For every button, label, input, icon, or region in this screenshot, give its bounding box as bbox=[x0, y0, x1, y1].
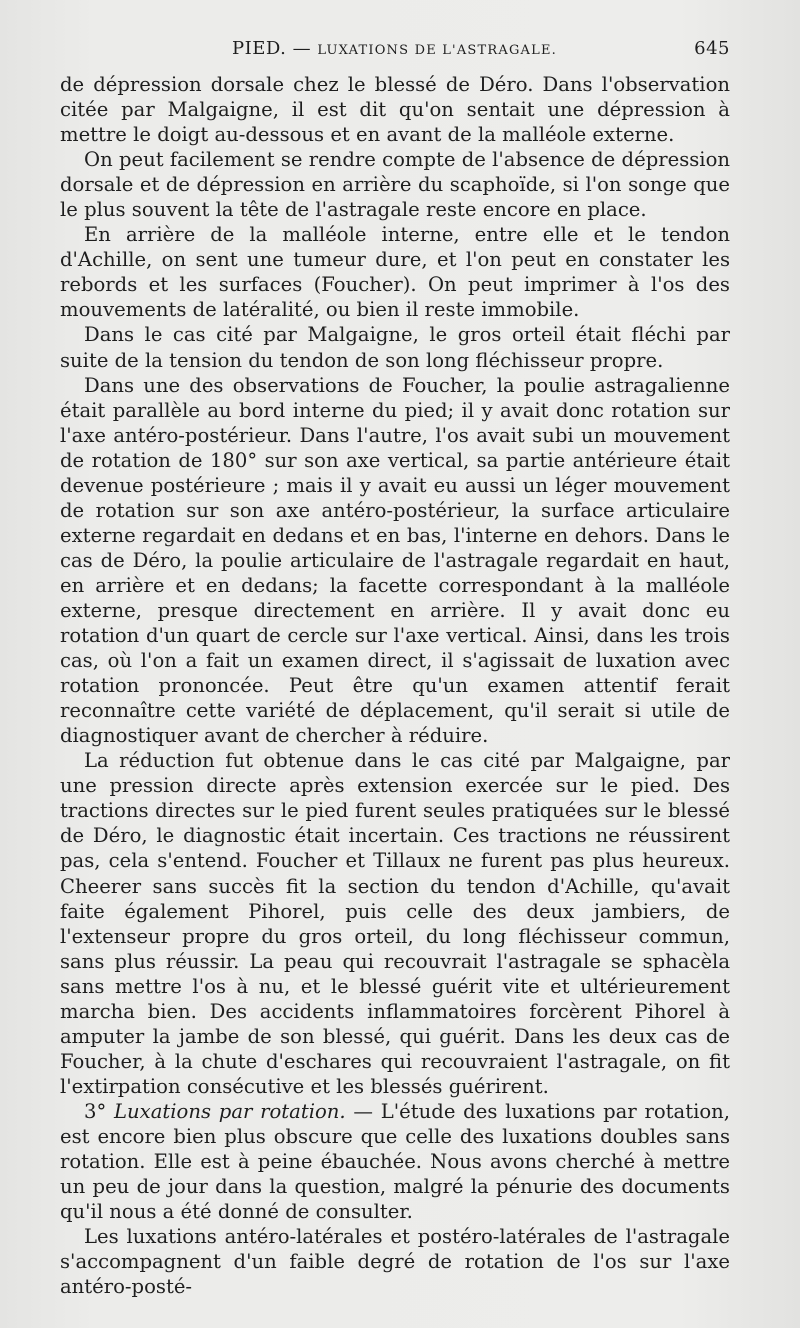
running-title-rest: LUXATIONS DE L'ASTRAGALE. bbox=[317, 43, 557, 58]
page-number: 645 bbox=[694, 38, 730, 59]
section-number: 3° bbox=[84, 1099, 107, 1123]
section-paragraph bbox=[60, 1099, 730, 1224]
paragraph: Dans le cas cité par Malgaigne, le gros orteil était fléchi par suite de la tension du tendon de son long fléchisseur propre. bbox=[60, 323, 730, 372]
section-text: — L'étude des luxations par rotation, est encore bien plus obscure que celle des luxations doubles sans rotation. Elle est à peine ébauchée. Nous avons cherché à mettre un peu de jour dans la question, malgré la pénurie des documents qu'il nous a été donné de consulter. bbox=[60, 1099, 730, 1224]
paragraph: En arrière de la malléole interne, entre elle et le tendon d'Achille, on sent une tumeur dure, et l'on peut en constater les rebords et les surfaces (Foucher). On peut imprimer à l'os des mouvements de latéralité, ou bien il reste immobile. bbox=[60, 223, 730, 322]
section-title: Luxations par rotation. bbox=[114, 1099, 346, 1123]
body-text bbox=[60, 72, 730, 1299]
paragraph: La réduction fut obtenue dans le cas cité par Malgaigne, par une pression directe après extension exercée sur le pied. Des tractions directes sur le pied furent seules pratiquées sur le blessé de Déro, le diagnostic était incertain. Ces tractions ne réussirent pas, cela s'entend. Foucher et Tillaux ne furent pas plus heureux. Cheerer sans succès fit la section du tendon d'Achille, qu'avait faite également Pihorel, puis celle des deux jambiers, de l'extenseur propre du gros orteil, du long fléchisseur commun, sans plus réussir. La peau qui recouvrait l'astragale se sphacèla sans mettre l'os à nu, et le blessé guérit vite et ultérieurement marcha bien. Des accidents inflammatoires forcèrent Pihorel à amputer la jambe de son blessé, qui guérit. Dans les deux cas de Foucher, à la chute d'eschares qui recouvraient l'astragale, on fit l'extirpation consécutive et les blessés guérirent. bbox=[60, 749, 730, 1098]
running-title bbox=[232, 38, 557, 59]
paragraph: On peut facilement se rendre compte de l'absence de dépression dorsale et de dépression en arrière du scaphoïde, si l'on songe que le plus souvent la tête de l'astragale reste encore en place. bbox=[60, 148, 730, 222]
paragraph: Les luxations antéro-latérales et postéro-latérales de l'astragale s'accompagnent d'un faible degré de rotation de l'os sur l'axe antéro-posté- bbox=[60, 1225, 730, 1299]
paragraph: Dans une des observations de Foucher, la poulie astragalienne était parallèle au bord interne du pied; il y avait donc rotation sur l'axe antéro-postérieur. Dans l'autre, l'os avait subi un mouvement de rotation de 180° sur son axe vertical, sa partie antérieure était devenue postérieure ; mais il y avait eu aussi un léger mouvement de rotation sur son axe antéro-postérieur, la surface articulaire externe regardait en dedans et en bas, l'interne en dehors. Dans le cas de Déro, la poulie articulaire de l'astragale regardait en haut, en arrière et en dedans; la facette correspondant à la malléole externe, presque directement en arrière. Il y avait donc eu rotation d'un quart de cercle sur l'axe vertical. Ainsi, dans les trois cas, où l'on a fait un examen direct, il s'agissait de luxation avec rotation prononcée. Peut être qu'un examen attentif ferait reconnaître cette variété de déplacement, qu'il serait si utile de diagnostiquer avant de chercher à réduire. bbox=[60, 373, 730, 748]
running-title-prefix: PIED. — bbox=[232, 38, 312, 59]
paragraph: de dépression dorsale chez le blessé de Déro. Dans l'observation citée par Malgaigne, il est dit qu'on sentait une dépression à mettre le doigt au-dessous et en avant de la malléole externe. bbox=[60, 73, 730, 147]
running-head bbox=[60, 36, 730, 68]
